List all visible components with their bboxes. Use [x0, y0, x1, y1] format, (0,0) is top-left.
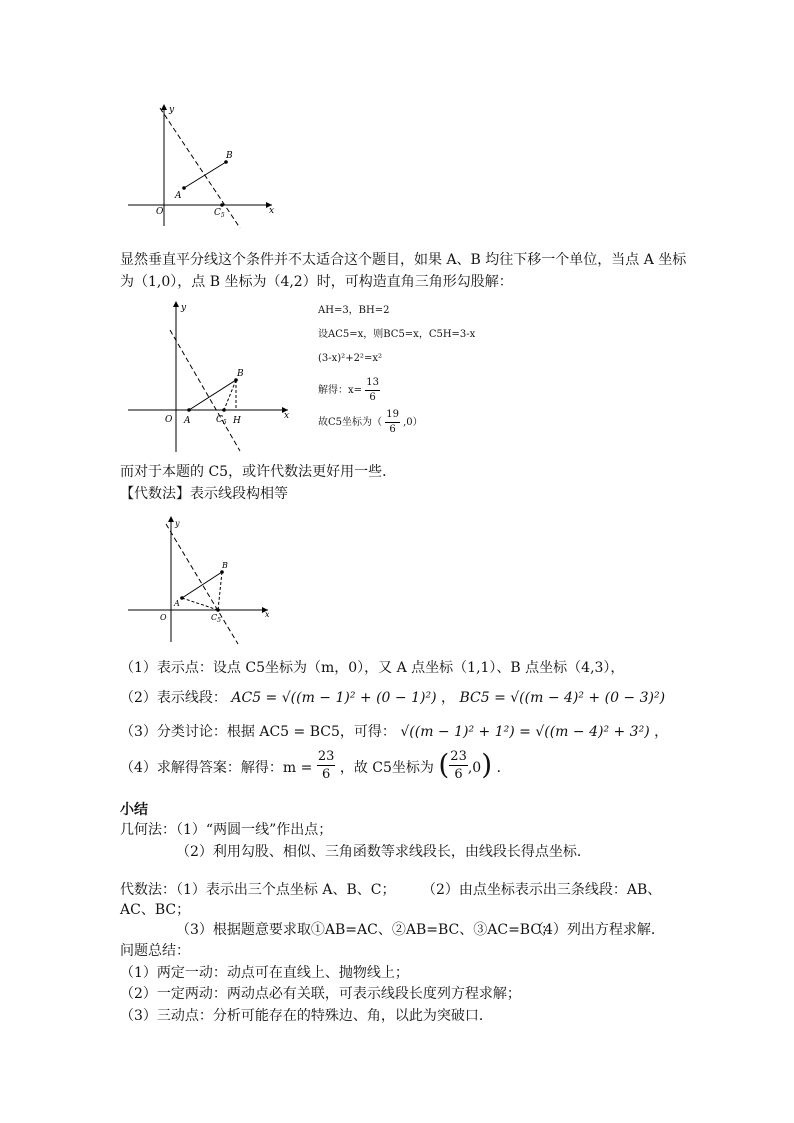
question-3: （3）三动点：分析可能存在的特殊边、角，以此为突破口． — [120, 1008, 493, 1024]
label-c: $C_5$ — [214, 208, 225, 219]
summary-geo-1: 几何法：（1）“两圆一线”作出点； — [120, 822, 333, 838]
summary-title: 小结 — [120, 802, 148, 818]
para2: 而对于本题的 C5，或许代数法更好用一些． — [120, 464, 397, 480]
label-h: H — [233, 416, 241, 426]
segment-bc5 — [218, 572, 222, 610]
label-b: B — [226, 151, 233, 161]
label-a: A — [184, 416, 191, 426]
fig2-eq4: 解得：x= $\frac{13}{6}$ — [318, 377, 379, 403]
segment-bc5 — [224, 380, 236, 410]
step-1: （1）表示点：设点 C5坐标为（m，0），又 A 点坐标（1,1）、B 点坐标（4,3）， — [120, 660, 625, 676]
step-3-eq: √((m − 1)² + 1²) = √((m − 4)² + 3²) — [400, 724, 650, 740]
step-2-label: （2）表示线段： — [120, 690, 227, 706]
para1-line2: 为（1,0），点 B 坐标为（4,2）时，可构造直角三角形勾股解： — [120, 274, 513, 290]
label-b: B — [237, 369, 244, 379]
label-a: A — [175, 191, 182, 201]
para1-line1: 显然垂直平分线这个条件并不太适合这个题目，如果 A、B 均往下移一个单位，当点 A 坐标 — [120, 252, 687, 268]
perpendicular-bisector — [170, 330, 240, 451]
point-a — [180, 596, 184, 600]
perpendicular-bisector — [160, 108, 240, 228]
segment-ab — [182, 572, 222, 598]
fig2-eq2: 设AC5=x，则BC5=x，C5H=3-x — [318, 329, 476, 340]
fig2-eq3: (3-x)²+2²=x² — [318, 353, 382, 364]
summary-alg-2: （3）根据题意要求取①AB=AC、②AB=BC、③AC=BC； — [176, 922, 556, 938]
summary-alg-1c: AC、BC； — [120, 902, 191, 918]
step-2-ac5: AC5 = √((m − 1)² + (0 − 1)²) — [231, 690, 437, 706]
summary-alg-1b: （2）由点坐标表示出三条线段：AB、 — [422, 882, 662, 898]
segment-ac5 — [182, 598, 218, 610]
fig2-eq1: AH=3，BH=2 — [318, 305, 390, 316]
question-1: （1）两定一动：动点可在直线上、抛物线上； — [120, 965, 409, 981]
label-x: x — [265, 610, 270, 619]
label-y: y — [175, 519, 180, 528]
segment-ab — [189, 380, 236, 410]
section-heading: 【代数法】表示线段构相等 — [120, 486, 288, 502]
label-o: O — [160, 613, 167, 622]
y-axis-arrow-icon — [161, 104, 167, 110]
label-x: x — [269, 206, 275, 216]
segment-ab — [184, 162, 226, 188]
y-axis-arrow-icon — [173, 301, 179, 307]
label-a: A — [174, 599, 180, 608]
y-axis-arrow-icon — [168, 516, 174, 522]
point-a — [182, 186, 186, 190]
perpendicular-bisector — [166, 524, 238, 644]
label-y: y — [181, 303, 187, 313]
step-3-label: （3）分类讨论：根据 AC5 = BC5，可得： — [120, 724, 396, 740]
point-a — [187, 408, 191, 412]
summary-geo-2: （2）利用勾股、相似、三角函数等求线段长，由线段长得点坐标． — [176, 844, 591, 860]
label-c: $C_5$ — [211, 613, 221, 624]
figure-3 — [120, 512, 280, 647]
figure-1 — [120, 100, 280, 230]
point-c5 — [222, 408, 226, 412]
point-c5 — [216, 608, 220, 612]
label-b: B — [222, 561, 228, 570]
figure-2 — [120, 296, 300, 456]
summary-alg-1a: 代数法：（1）表示出三个点坐标 A、B、C； — [120, 882, 396, 898]
label-o: O — [165, 415, 173, 425]
fig2-eq5: 故C5坐标为（ $\frac{19}{6}$ ,0） — [318, 409, 423, 435]
label-c: $C_5$ — [216, 415, 227, 426]
label-y: y — [169, 105, 175, 115]
point-b — [220, 570, 224, 574]
label-x: x — [284, 411, 290, 421]
step-4-label: （4）求解得答案：解得：m = — [120, 760, 313, 776]
step-2-bc5: BC5 = √((m − 4)² + (0 − 3)²) — [459, 690, 666, 706]
step-2: （2）表示线段： AC5 = √((m − 1)² + (0 − 1)²) ， BC5 = √((m − 4)² + (0 − 3)²) — [120, 690, 666, 706]
point-c5 — [220, 203, 224, 207]
summary-alg-2b: （4）列出方程求解． — [530, 922, 665, 938]
label-o: O — [156, 207, 164, 217]
step-3: （3）分类讨论：根据 AC5 = BC5，可得： √((m − 1)² + 1²) = √((m − 4)² + 3²) ， — [120, 724, 669, 740]
question-2: （2）一定两动：两动点必有关联，可表示线段长度列方程求解； — [120, 986, 521, 1002]
questions-title: 问题总结： — [120, 943, 190, 959]
step-4: （4）求解得答案：解得：m = $\frac{23}{6}$ ，故 C5坐标为 ( $\frac{23}{6}$ ,0) ． — [120, 748, 511, 782]
